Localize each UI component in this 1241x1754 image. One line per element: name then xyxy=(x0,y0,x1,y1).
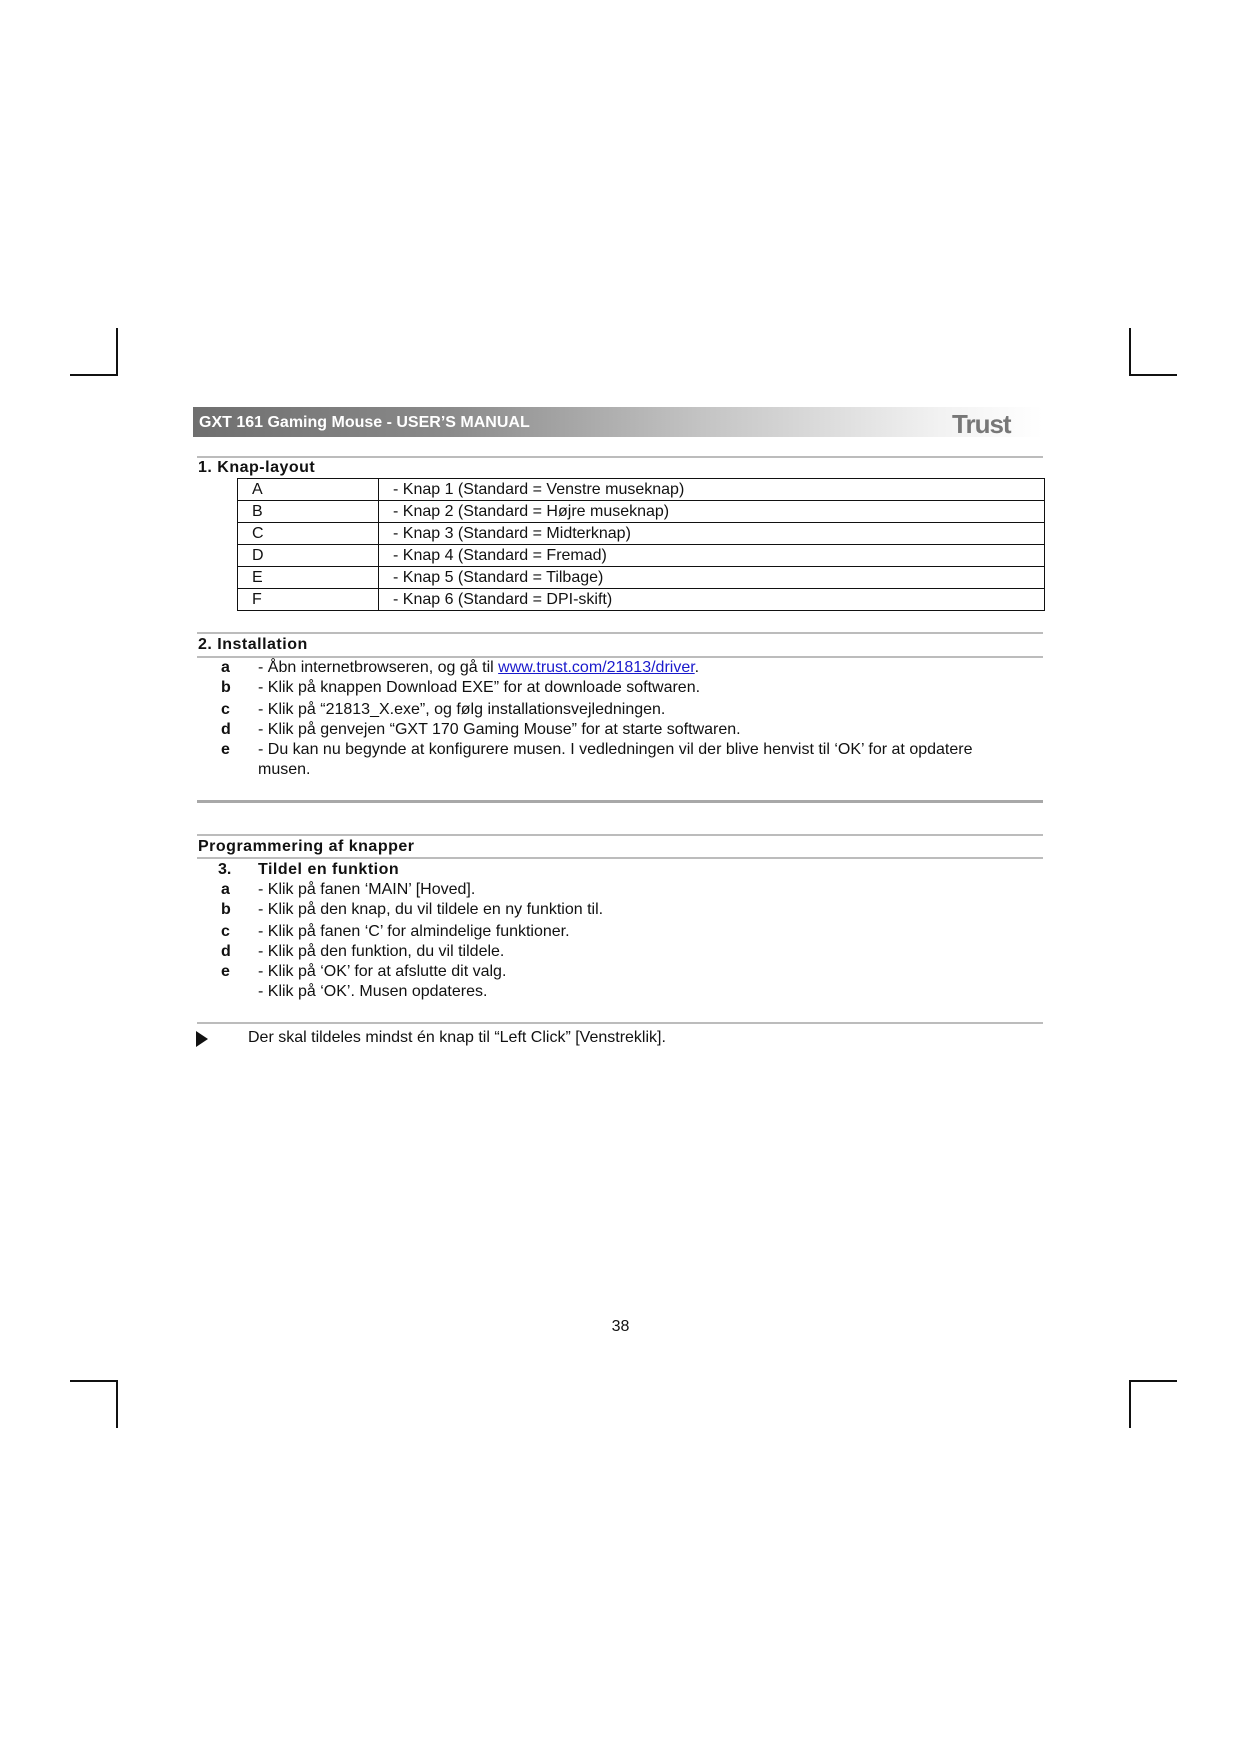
button-description: - Knap 6 (Standard = DPI-skift) xyxy=(379,589,1045,611)
trust-logo: Trust xyxy=(952,409,1011,439)
crop-mark-bottom-left xyxy=(70,1380,118,1382)
step-text: musen. xyxy=(258,761,311,778)
button-key: E xyxy=(238,567,379,589)
button-description: - Knap 1 (Standard = Venstre museknap) xyxy=(379,479,1045,501)
step-text: - Klik på “21813_X.exe”, og følg installationsvejledningen. xyxy=(258,701,666,718)
button-key: D xyxy=(238,545,379,567)
step-text: - Klik på ‘OK’ for at afslutte dit valg. xyxy=(258,963,507,980)
step-text-part: - Åbn internetbrowseren, og gå til xyxy=(258,659,499,676)
divider xyxy=(197,456,1043,458)
button-description: - Knap 3 (Standard = Midterknap) xyxy=(379,523,1045,545)
step-letter: a xyxy=(221,659,230,676)
step-text: - Klik på fanen ‘C’ for almindelige funktioner. xyxy=(258,923,570,940)
step-text: - Klik på knappen Download EXE” for at downloade softwaren. xyxy=(258,679,701,696)
step-letter: e xyxy=(221,741,230,758)
button-key: A xyxy=(238,479,379,501)
section-heading-knap-layout: 1. Knap-layout xyxy=(198,459,316,476)
step-letter: d xyxy=(221,943,231,960)
step-letter: b xyxy=(221,901,231,918)
table-row xyxy=(238,523,1045,545)
table-row xyxy=(238,545,1045,567)
step-text: - Klik på fanen ‘MAIN’ [Hoved]. xyxy=(258,881,476,898)
button-key: C xyxy=(238,523,379,545)
table-row xyxy=(238,501,1045,523)
crop-mark-bottom-right xyxy=(1129,1380,1131,1428)
sub-heading-number: 3. xyxy=(218,861,232,878)
crop-mark-top-left xyxy=(70,374,118,376)
step-text: - Du kan nu begynde at konfigurere musen. I vedledningen vil der blive henvist til ‘OK’ for at opdatere xyxy=(258,741,973,758)
page-number: 38 xyxy=(611,1318,630,1335)
divider xyxy=(197,1022,1043,1024)
step-letter: b xyxy=(221,679,231,696)
step-text-part: . xyxy=(694,659,700,676)
step-letter: d xyxy=(221,721,231,738)
button-key: F xyxy=(238,589,379,611)
table-row xyxy=(238,567,1045,589)
step-letter: c xyxy=(221,923,230,940)
crop-mark-top-right xyxy=(1129,374,1177,376)
button-layout-table xyxy=(237,478,1045,611)
crop-mark-top-left xyxy=(116,328,118,376)
button-key: B xyxy=(238,501,379,523)
step-letter: e xyxy=(221,963,230,980)
divider xyxy=(197,632,1043,634)
step-text xyxy=(258,658,699,678)
note-text: Der skal tildeles mindst én knap til “Left Click” [Venstreklik]. xyxy=(248,1029,666,1046)
table-row xyxy=(238,589,1045,611)
divider xyxy=(197,857,1043,859)
divider xyxy=(197,834,1043,836)
table-row xyxy=(238,479,1045,501)
step-text: - Klik på den funktion, du vil tildele. xyxy=(258,943,505,960)
section-heading-installation: 2. Installation xyxy=(198,636,308,653)
step-text: - Klik på genvejen “GXT 170 Gaming Mouse” for at starte softwaren. xyxy=(258,721,741,738)
button-description: - Knap 2 (Standard = Højre museknap) xyxy=(379,501,1045,523)
divider xyxy=(197,800,1043,803)
step-letter: c xyxy=(221,701,230,718)
step-letter: a xyxy=(221,881,230,898)
button-description: - Knap 5 (Standard = Tilbage) xyxy=(379,567,1045,589)
crop-mark-bottom-right xyxy=(1129,1380,1177,1382)
sub-heading-text: Tildel en funktion xyxy=(258,861,400,878)
button-description: - Knap 4 (Standard = Fremad) xyxy=(379,545,1045,567)
driver-link[interactable]: www.trust.com/21813/driver xyxy=(498,659,695,676)
step-text: - Klik på den knap, du vil tildele en ny funktion til. xyxy=(258,901,604,918)
arrow-right-icon xyxy=(196,1031,208,1047)
header-bar xyxy=(193,407,1043,437)
section-heading-programmering: Programmering af knapper xyxy=(198,838,415,855)
crop-mark-top-right xyxy=(1129,328,1131,376)
manual-title: GXT 161 Gaming Mouse - USER’S MANUAL xyxy=(199,414,530,431)
crop-mark-bottom-left xyxy=(116,1380,118,1428)
step-text: - Klik på ‘OK’. Musen opdateres. xyxy=(258,983,488,1000)
